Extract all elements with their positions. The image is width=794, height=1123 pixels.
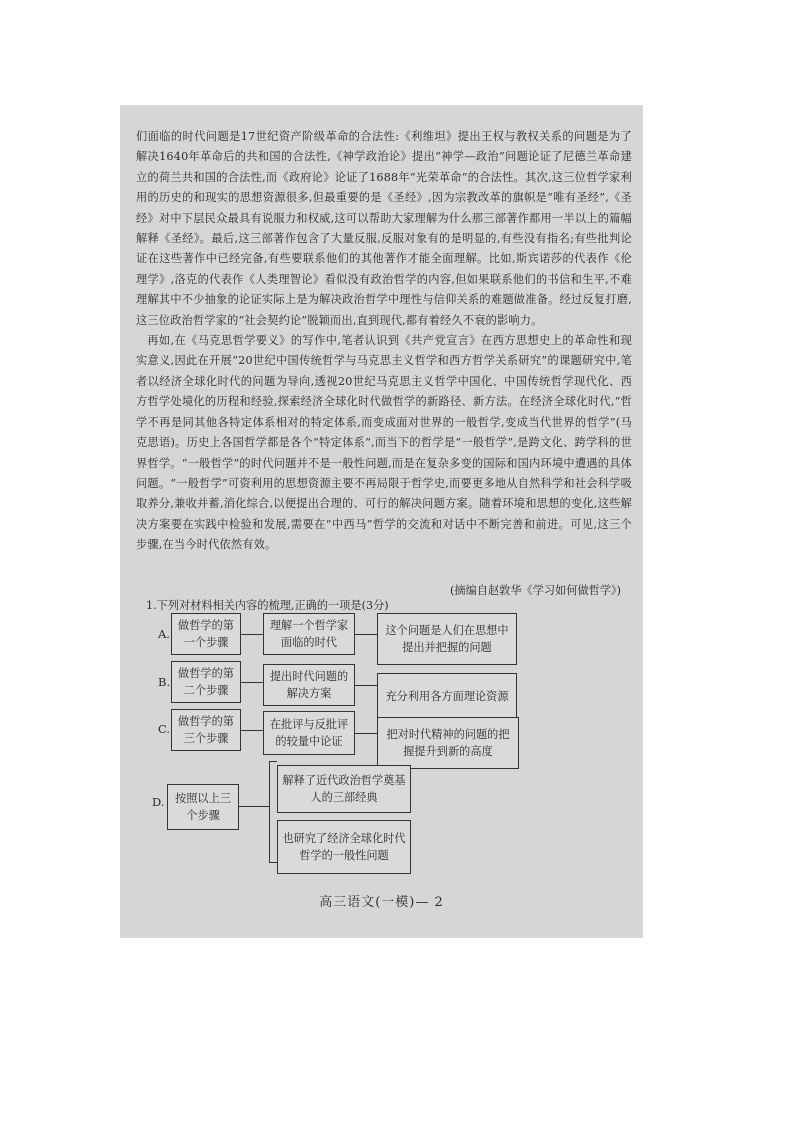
option-b-step-box: 做哲学的第二个步骤 — [171, 661, 241, 703]
option-b-letter: B. — [158, 675, 171, 689]
option-d-root-box: 按照以上三个步骤 — [167, 784, 239, 830]
option-b-detail-box: 充分利用各方面理论资源 — [377, 673, 517, 719]
option-c-action-box: 在批评与反批评的较量中论证 — [263, 711, 355, 755]
passage-paragraph-1: 们面临的时代问题是17世纪资产阶级革命的合法性:《利维坦》提出王权与教权关系的问题是为了解决1640年革命后的共和国的合法性,《神学政治论》提出“神学—政治”问题论证了尼德兰革命建立的荷兰共和国的合法性,而《政府论》论证了1688年“光荣革命”的合法性。其次,这三位哲学家利用的历史的和现实的思想资源很多,但最重要的是《圣经》,因为宗教改革的旗帜是“唯有圣经”,《圣经》对中下层民众最具有说服力和权威,这可以帮助大家理解为什么那三部著作都用一半以上的篇幅解释《圣经》。最后,这三部著作包含了大量反服,反服对象有的是明显的,有些没有指名;有些批判论证在这些著作中已经完备,有些要联系他们的其他著作才能全面理解。比如,斯宾诺莎的代表作《伦理学》,洛克的代表作《人类理智论》看似没有政治哲学的内容,但如果联系他们的书信和生平,不难理解其中不少抽象的论证实际上是为解决政治哲学中理性与信仰关系的难题做准备。经过反复打磨,这三位政治哲学家的“社会契约论”脱颖而出,直到现代,都有着经久不衰的影响力。 — [136, 130, 632, 327]
passage-paragraph-2: 再如,在《马克思哲学要义》的写作中,笔者认识到《共产党宣言》在西方思想史上的革命性和现实意义,因此在开展“20世纪中国传统哲学与马克思主义哲学和西方哲学关系研究”的课题研究中,笔者以经济全球化时代的问题为导向,透视20世纪马克思主义哲学中国化、中国传统哲学现代化、西方哲学处境化的历程和经验,探索经济全球化时代做哲学的新路径、新方法。在经济全球化时代,“哲学不再是同其他各特定体系相对的特定体系,而变成面对世界的一般哲学,变成当代世界的哲学”(马克思语)。历史上各国哲学都是各个“特定体系”,而当下的哲学是“一般哲学”,是跨文化、跨学科的世界哲学。“一般哲学”的时代问题并不是一般性问题,而是在复杂多变的国际和国内环境中遭遇的具体问题。“一般哲学”可资利用的思想资源主要不再局限于哲学史,而要更多地从自然科学和社会科学吸取养分,兼收并蓄,消化综合,以便提出合理的、可行的解决问题方案。随着环境和思想的变化,这些解决方案要在实践中检验和发展,需要在“中西马”哲学的交流和对话中不断完善和前进。可见,这三个步骤,在当今时代依然有效。 — [136, 334, 632, 552]
option-d-bracket-vertical — [269, 761, 270, 863]
option-c-letter: C. — [158, 722, 171, 736]
option-a-step-box: 做哲学的第一个步骤 — [171, 613, 241, 655]
option-d-bracket-top — [269, 761, 277, 762]
option-b-connector-1 — [241, 682, 263, 683]
option-c-step-box: 做哲学的第三个步骤 — [171, 709, 241, 751]
option-d-branch-1-box: 解释了近代政治哲学奠基人的三部经典 — [277, 765, 411, 813]
option-c-connector-2 — [355, 733, 377, 734]
option-b-action-box: 提出时代问题的解决方案 — [263, 664, 355, 706]
option-a-connector-2 — [355, 634, 377, 635]
option-c-detail-box: 把对时代精神的问题的把握提升到新的高度 — [377, 717, 519, 769]
option-a-connector-1 — [241, 634, 263, 635]
option-a-letter: A. — [158, 627, 170, 641]
option-a-action-box: 理解一个哲学家面临的时代 — [263, 613, 355, 655]
option-a-detail-box: 这个问题是人们在思想中提出并把握的问题 — [377, 613, 517, 665]
source-citation: (摘编自赵敦华《学习如何做哲学》) — [450, 584, 621, 597]
option-d-letter: D. — [152, 795, 165, 809]
photographed-page — [120, 105, 643, 938]
option-d-connector — [239, 806, 269, 807]
passage-body — [136, 127, 632, 556]
question-stem: 1.下列对材料相关内容的梳理,正确的一项是(3分) — [146, 599, 389, 612]
option-c-connector-1 — [241, 730, 263, 731]
option-d-branch-2-box: 也研究了经济全球化时代哲学的一般性问题 — [277, 820, 411, 874]
page-footer: 高三语文(一模)— 2 — [319, 895, 444, 910]
option-b-connector-2 — [355, 685, 377, 686]
option-d-bracket-bottom — [269, 862, 277, 863]
